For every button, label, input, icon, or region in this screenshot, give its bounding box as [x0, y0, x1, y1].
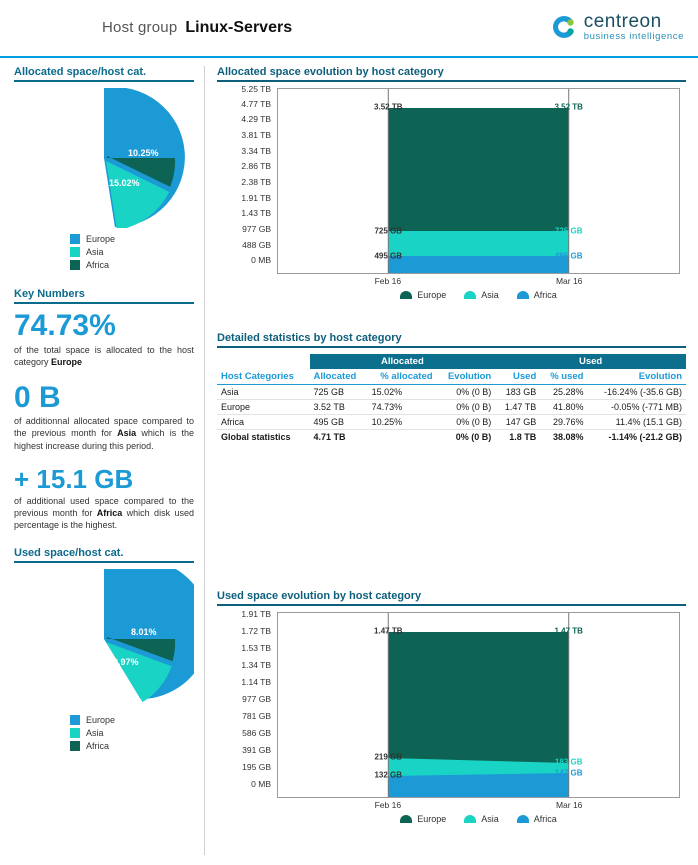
ytick: 4.29 TB	[241, 114, 271, 124]
cell-used: 1.47 TB	[495, 400, 540, 415]
table-row	[217, 385, 686, 400]
used-pie-title: Used space/host cat.	[14, 547, 194, 563]
allocated-pie-block	[14, 66, 194, 270]
allocated-evolution-plot-svg	[278, 89, 679, 273]
key-number-3-value: + 15.1 GB	[14, 463, 134, 494]
ytick: 195 GB	[242, 762, 271, 772]
used-legend-swatch-europe	[70, 715, 80, 725]
table-total-row	[217, 430, 686, 445]
legend-label-africa: Africa	[86, 260, 110, 270]
chart-legend-label-asia: Asia	[481, 290, 499, 300]
point-label: 1.47 TB	[374, 626, 403, 636]
used-legend-label-africa: Africa	[86, 741, 110, 752]
used-chart-legend-item-asia	[464, 814, 499, 824]
chart-legend-mark-africa	[517, 291, 529, 299]
used-evolution-xaxis	[277, 800, 680, 812]
cell-evolution-allocated: 0% (0 B)	[437, 400, 496, 415]
used-chart-legend-label-africa: Africa	[533, 814, 557, 824]
ytick: 1.14 TB	[241, 677, 271, 687]
cell-evolution-allocated: 0% (0 B)	[437, 385, 496, 400]
cell-evolution-allocated: 0% (0 B)	[437, 415, 496, 430]
ytick: 3.34 TB	[241, 146, 271, 156]
key-number-3-text-a: of additional used space compared to the previous month for	[14, 496, 194, 519]
used-chart-legend-item-europe	[400, 814, 446, 824]
used-pie-svg	[14, 569, 194, 709]
group-header-used: Used	[495, 354, 686, 369]
ytick: 1.91 TB	[241, 609, 271, 619]
used-evolution-legend	[277, 814, 680, 824]
used-chart-legend-mark-europe	[400, 815, 412, 823]
ytick: 2.86 TB	[241, 161, 271, 171]
host-group-label: Host group	[102, 19, 178, 36]
key-number-2-text	[14, 415, 194, 451]
key-number-2-text-a: of additionnal allocated space compared to the previous month for	[14, 416, 194, 439]
used-chart-legend-label-europe: Europe	[417, 814, 447, 824]
used-legend-item-asia	[70, 728, 104, 738]
cell-allocated: 725 GB	[310, 385, 368, 400]
point-label: 1.47 TB	[554, 626, 583, 636]
xtick: Feb 16	[374, 276, 402, 286]
left-column	[0, 58, 204, 863]
cell-total-allocated: 4.71 TB	[310, 430, 368, 445]
point-label: 183 GB	[554, 757, 583, 767]
chart-legend-mark-asia	[464, 291, 476, 299]
allocated-pie-legend	[70, 234, 194, 270]
key-numbers-title: Key Numbers	[14, 288, 194, 304]
cell-allocated: 495 GB	[310, 415, 368, 430]
ytick: 977 GB	[242, 694, 271, 704]
allocated-evolution-title: Allocated space evolution by host category	[217, 66, 686, 82]
col-pct-used: % used	[540, 369, 587, 385]
cell-category: Asia	[217, 385, 310, 400]
legend-swatch-asia	[70, 247, 80, 257]
pie-slice-label-africa: 10.25%	[128, 148, 159, 158]
cell-pct-allocated: 15.02%	[368, 385, 437, 400]
centreon-logo-icon	[551, 14, 577, 40]
cell-total-pct-allocated	[368, 430, 437, 445]
chart-legend-mark-europe	[400, 291, 412, 299]
xtick: Mar 16	[555, 276, 583, 286]
used-evolution-block	[217, 590, 686, 824]
ytick: 5.25 TB	[241, 84, 271, 94]
used-legend-label-europe: Europe	[86, 715, 116, 726]
legend-swatch-europe	[70, 234, 80, 244]
key-number-2-value: 0 B	[14, 380, 61, 414]
detailed-statistics-block	[217, 332, 686, 444]
cell-allocated: 3.52 TB	[310, 400, 368, 415]
key-number-3-text	[14, 495, 194, 531]
table-header-row	[217, 369, 686, 385]
cell-pct-used: 25.28%	[540, 385, 587, 400]
used-chart-legend-mark-asia	[464, 815, 476, 823]
legend-label-asia: Asia	[86, 247, 104, 257]
point-label: 3.52 TB	[374, 102, 403, 112]
used-evolution-plot	[277, 612, 680, 798]
table-row	[217, 415, 686, 430]
cell-category: Africa	[217, 415, 310, 430]
allocated-evolution-legend	[277, 290, 680, 300]
legend-item-europe	[70, 234, 115, 244]
pie-slice-label-europe: 74.73%	[48, 128, 79, 138]
cell-evolution-used: 11.4% (15.1 GB)	[587, 415, 686, 430]
used-chart-legend-item-africa	[517, 814, 557, 824]
used-evolution-title: Used space evolution by host category	[217, 590, 686, 606]
used-evolution-yaxis	[217, 609, 275, 798]
point-label: 219 GB	[374, 752, 403, 762]
point-label: 132 GB	[374, 770, 403, 780]
cell-used: 147 GB	[495, 415, 540, 430]
col-evolution-used: Evolution	[587, 369, 686, 385]
key-number-2-highlight: Asia	[117, 428, 137, 439]
key-number-1-value: 74.73%	[14, 309, 116, 342]
ytick: 977 GB	[242, 224, 271, 234]
used-chart-legend-label-asia: Asia	[481, 814, 499, 824]
key-number-3-highlight: Africa	[96, 508, 123, 519]
ytick: 488 GB	[242, 240, 271, 250]
page-header	[0, 0, 698, 58]
legend-swatch-africa	[70, 260, 80, 270]
used-evolution-chart	[217, 609, 686, 824]
legend-item-africa	[70, 260, 109, 270]
allocated-evolution-chart	[217, 84, 686, 300]
key-number-1-highlight: Europe	[51, 356, 83, 367]
cell-pct-used: 41.80%	[540, 400, 587, 415]
allocated-evolution-block	[217, 66, 686, 300]
detailed-statistics-table	[217, 354, 686, 444]
ytick: 1.72 TB	[241, 626, 271, 636]
ytick: 781 GB	[242, 711, 271, 721]
allocated-evolution-yaxis	[217, 84, 275, 274]
detailed-statistics-title: Detailed statistics by host category	[217, 332, 686, 348]
group-header-allocated: Allocated	[310, 354, 496, 369]
col-allocated: Allocated	[310, 369, 368, 385]
ytick: 1.53 TB	[241, 643, 271, 653]
used-legend-label-asia: Asia	[86, 728, 104, 739]
used-pie-slice-label-africa: 8.01%	[131, 627, 157, 638]
cell-pct-allocated: 74.73%	[368, 400, 437, 415]
point-label: 147 GB	[554, 768, 583, 778]
used-pie-block	[14, 547, 194, 751]
page-title	[102, 19, 292, 37]
ytick: 2.38 TB	[241, 177, 271, 187]
cell-evolution-used: -0.05% (-771 MB)	[587, 400, 686, 415]
point-label: 495 GB	[374, 251, 403, 261]
pie-slice-label-asia: 15.02%	[109, 178, 140, 188]
cell-evolution-used: -16.24% (-35.6 GB)	[587, 385, 686, 400]
ytick: 0 MB	[251, 255, 271, 265]
xtick: Mar 16	[555, 800, 583, 810]
used-pie-slice-label-asia: 9.97%	[113, 657, 139, 668]
group-header-spacer	[217, 354, 310, 369]
ytick: 3.81 TB	[241, 130, 271, 140]
chart-legend-item-europe	[400, 290, 446, 300]
legend-item-asia	[70, 247, 104, 257]
allocated-evolution-plot	[277, 88, 680, 274]
ytick: 1.91 TB	[241, 193, 271, 203]
col-pct-allocated: % allocated	[368, 369, 437, 385]
key-numbers-block	[14, 288, 194, 531]
used-legend-swatch-asia	[70, 728, 80, 738]
used-legend-swatch-africa	[70, 741, 80, 751]
col-used: Used	[495, 369, 540, 385]
chart-legend-item-africa	[517, 290, 557, 300]
ytick: 586 GB	[242, 728, 271, 738]
logo-wordmark: centreon	[583, 11, 662, 32]
cell-pct-used: 29.76%	[540, 415, 587, 430]
point-label: 725 GB	[554, 226, 583, 236]
used-legend-item-africa	[70, 741, 109, 751]
cell-category: Europe	[217, 400, 310, 415]
used-legend-item-europe	[70, 715, 115, 725]
key-number-1-text-a: of the total space is allocated to the host category	[14, 344, 194, 367]
legend-label-europe: Europe	[86, 234, 116, 244]
cell-total-label: Global statistics	[217, 430, 310, 445]
cell-used: 183 GB	[495, 385, 540, 400]
xtick: Feb 16	[374, 800, 402, 810]
cell-total-used: 1.8 TB	[495, 430, 540, 445]
chart-legend-label-africa: Africa	[533, 290, 557, 300]
cell-total-pct-used: 38.08%	[540, 430, 587, 445]
allocated-evolution-xaxis	[277, 276, 680, 288]
key-number-1-text	[14, 344, 194, 368]
used-pie-slice-label-europe: 82.02%	[48, 609, 79, 620]
key-number-2-text-b: which is the highest increase during this period.	[14, 428, 194, 451]
logo-tagline: business intelligence	[583, 30, 684, 42]
col-host-categories: Host Categories	[217, 369, 310, 385]
ytick: 1.43 TB	[241, 208, 271, 218]
ytick: 4.77 TB	[241, 99, 271, 109]
ytick: 0 MB	[251, 779, 271, 789]
ytick: 1.34 TB	[241, 660, 271, 670]
used-pie-chart	[14, 569, 194, 709]
ytick: 391 GB	[242, 745, 271, 755]
allocated-pie-svg	[14, 88, 194, 228]
chart-legend-item-asia	[464, 290, 499, 300]
allocated-pie-title: Allocated space/host cat.	[14, 66, 194, 82]
point-label: 495 GB	[554, 251, 583, 261]
right-column	[205, 58, 698, 863]
cell-pct-allocated: 10.25%	[368, 415, 437, 430]
chart-legend-label-europe: Europe	[417, 290, 447, 300]
table-row	[217, 400, 686, 415]
cell-total-evolution-used: -1.14% (-21.2 GB)	[587, 430, 686, 445]
point-label: 725 GB	[374, 226, 403, 236]
table-group-header-row	[217, 354, 686, 369]
cell-total-evolution-allocated: 0% (0 B)	[437, 430, 496, 445]
key-number-3-text-b: which disk used percentage is the highest.	[14, 508, 194, 531]
centreon-logo	[551, 12, 684, 42]
col-evolution-allocated: Evolution	[437, 369, 496, 385]
point-label: 3.52 TB	[554, 102, 583, 112]
allocated-pie-chart	[14, 88, 194, 228]
used-pie-legend	[70, 715, 194, 751]
host-group-name: Linux-Servers	[185, 19, 293, 36]
used-chart-legend-mark-africa	[517, 815, 529, 823]
used-evolution-plot-svg	[278, 613, 679, 797]
